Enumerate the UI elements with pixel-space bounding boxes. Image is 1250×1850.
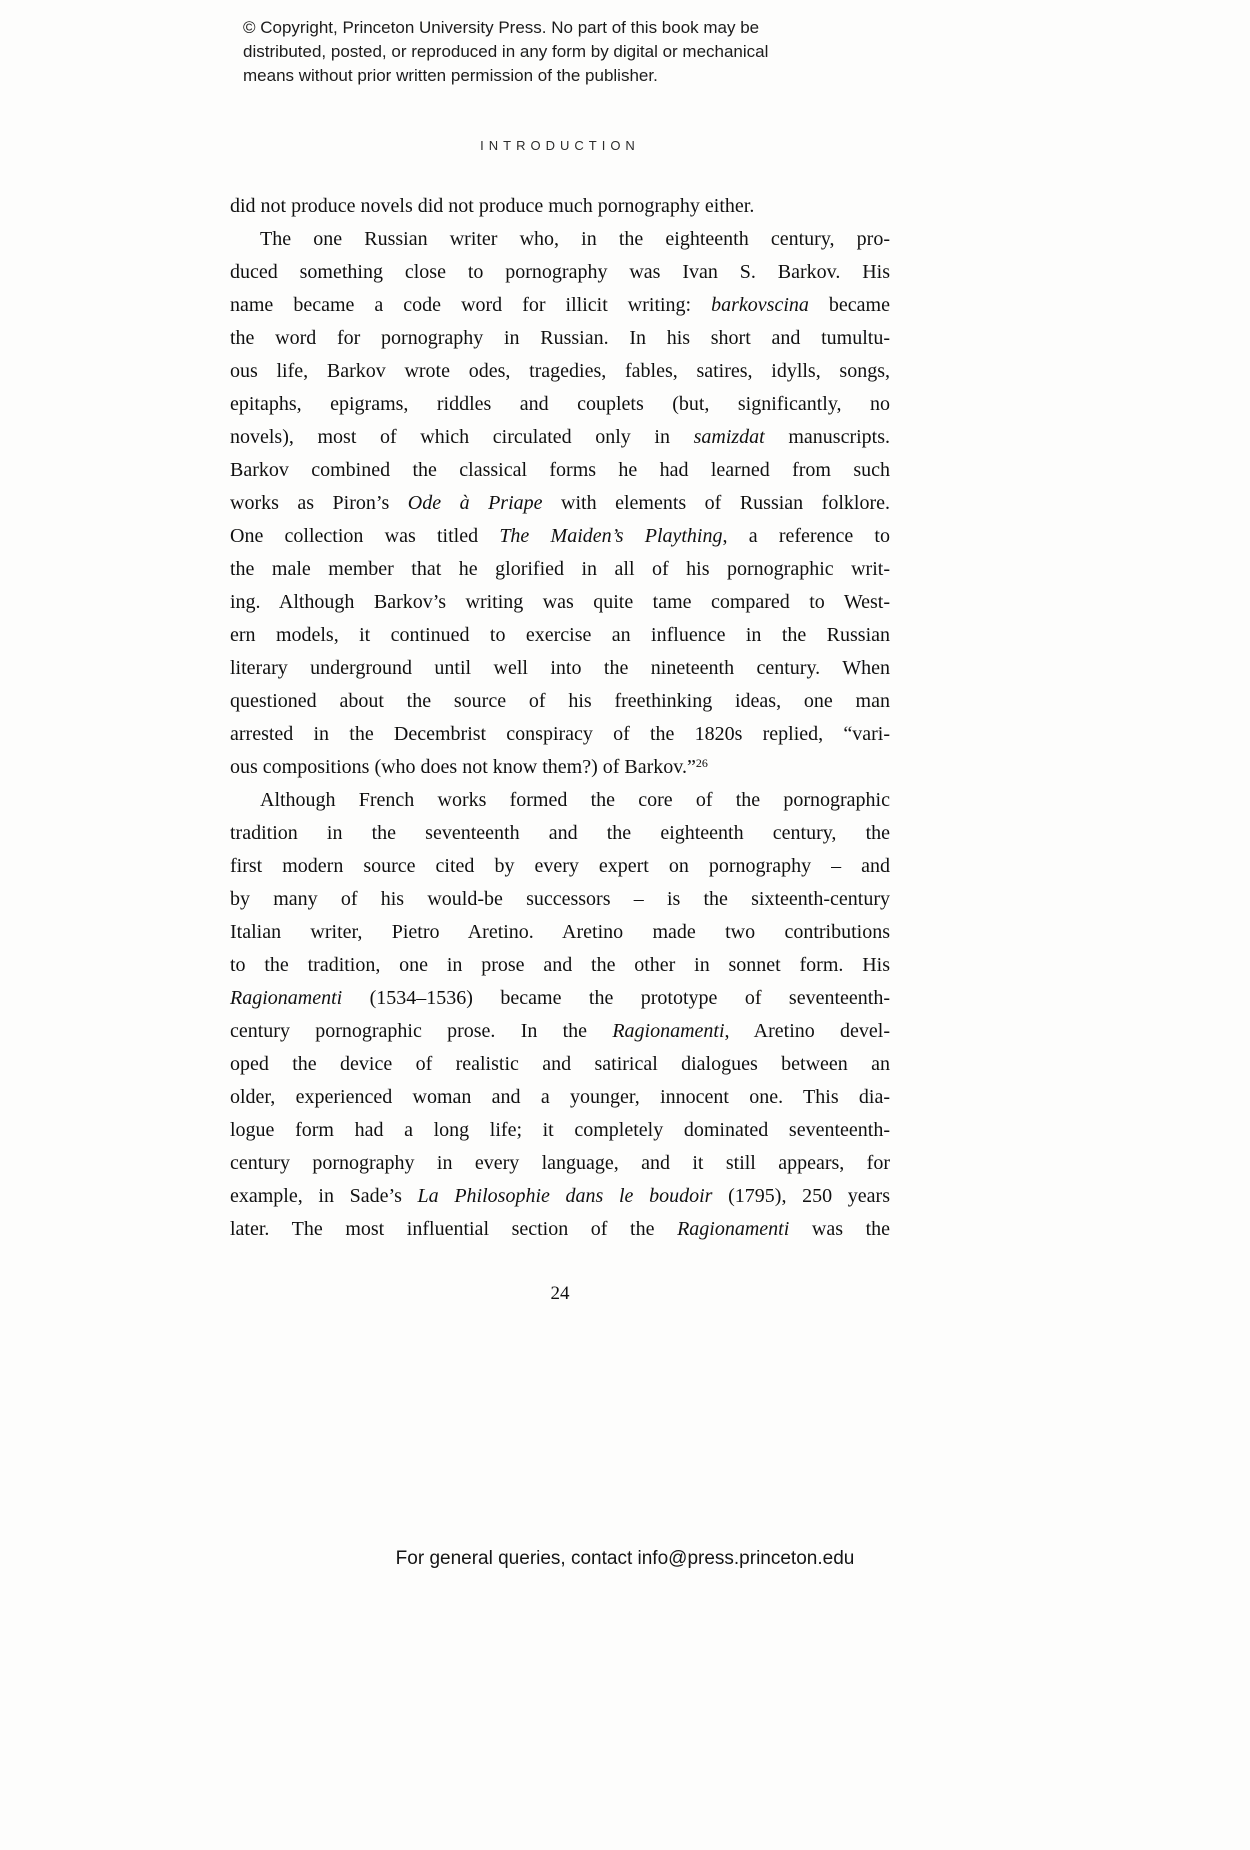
- italic-text: samizdat: [693, 426, 765, 448]
- text-line: [230, 256, 890, 289]
- section-header: INTRODUCTION: [480, 138, 640, 153]
- text-line: [230, 289, 890, 322]
- text-segment: did not produce novels did not produce much pornography either.: [230, 195, 755, 217]
- text-line: [230, 817, 890, 850]
- text-segment: century pornography in every language, and it still appears, for: [230, 1152, 890, 1174]
- text-line: [230, 1081, 890, 1114]
- text-line: [230, 619, 890, 652]
- italic-text: Ragionamenti: [230, 987, 343, 1009]
- text-segment: Although French works formed the core of the pornographic: [260, 789, 890, 811]
- text-segment: (1534–1536) became the prototype of seventeenth-: [342, 987, 890, 1009]
- text-segment: epitaphs, epigrams, riddles and couplets (but, significantly, no: [230, 393, 890, 415]
- text-line: [230, 784, 890, 817]
- text-line: [230, 553, 890, 586]
- text-segment: works as Piron’s: [230, 492, 408, 514]
- body-text: [230, 190, 890, 1246]
- text-segment: literary underground until well into the nineteenth century. When: [230, 657, 890, 679]
- text-segment: questioned about the source of his freethinking ideas, one man: [230, 690, 890, 712]
- text-line: [230, 1213, 890, 1246]
- text-segment: logue form had a long life; it completely dominated seventeenth-: [230, 1119, 890, 1141]
- text-line: [230, 1048, 890, 1081]
- text-segment: older, experienced woman and a younger, innocent one. This dia-: [230, 1086, 890, 1108]
- copyright-notice: [243, 16, 843, 88]
- text-segment: ern models, it continued to exercise an influence in the Russian: [230, 624, 890, 646]
- text-line: [230, 685, 890, 718]
- text-segment: example, in Sade’s: [230, 1185, 418, 1207]
- italic-text: barkovscina: [711, 294, 809, 316]
- text-segment: The one Russian writer who, in the eighteenth century, pro-: [260, 228, 890, 250]
- paragraph: [230, 190, 890, 223]
- text-line: [230, 883, 890, 916]
- text-segment: (1795), 250 years: [712, 1185, 890, 1207]
- text-segment: novels), most of which circulated only in: [230, 426, 694, 448]
- text-segment: arrested in the Decembrist conspiracy of the 1820s replied, “vari-: [230, 723, 890, 745]
- text-segment: tradition in the seventeenth and the eighteenth century, the: [230, 822, 890, 844]
- text-line: [230, 1147, 890, 1180]
- italic-text: Ode à Priape: [407, 492, 543, 514]
- text-line: [230, 190, 890, 223]
- text-line: [230, 982, 890, 1015]
- text-line: [230, 1114, 890, 1147]
- text-segment: ous life, Barkov wrote odes, tragedies, fables, satires, idylls, songs,: [230, 360, 890, 382]
- copyright-line: means without prior written permission of the publisher.: [243, 66, 658, 85]
- text-line: [230, 520, 890, 553]
- text-line: [230, 586, 890, 619]
- text-segment: by many of his would-be successors – is the sixteenth-century: [230, 888, 890, 910]
- text-segment: the male member that he glorified in all of his pornographic writ-: [230, 558, 890, 580]
- text-line: [230, 850, 890, 883]
- text-line: [230, 1015, 890, 1048]
- copyright-line: distributed, posted, or reproduced in any form by digital or mechanical: [243, 42, 769, 61]
- text-line: [230, 223, 890, 256]
- text-line: [230, 652, 890, 685]
- text-segment: , a reference to: [722, 525, 890, 547]
- text-line: [230, 355, 890, 388]
- text-line: [230, 388, 890, 421]
- text-segment: the word for pornography in Russian. In his short and tumultu-: [230, 327, 890, 349]
- text-segment: later. The most influential section of the: [230, 1218, 678, 1240]
- footer-contact: For general queries, contact info@press.princeton.edu: [395, 1548, 855, 1569]
- text-line: [230, 322, 890, 355]
- text-line: [230, 454, 890, 487]
- text-segment: manuscripts.: [764, 426, 891, 448]
- text-segment: to the tradition, one in prose and the other in sonnet form. His: [230, 954, 890, 976]
- text-segment: Barkov combined the classical forms he had learned from such: [230, 459, 890, 481]
- text-line: [230, 916, 890, 949]
- italic-text: Ragionamenti: [612, 1020, 725, 1042]
- text-line: [230, 487, 890, 520]
- text-segment: Italian writer, Pietro Aretino. Aretino made two contributions: [230, 921, 890, 943]
- page-number: 24: [550, 1283, 570, 1304]
- text-line: [230, 421, 890, 454]
- text-segment: duced something close to pornography was Ivan S. Barkov. His: [230, 261, 890, 283]
- text-segment: became: [808, 294, 890, 316]
- footnote-ref: 26: [695, 756, 708, 770]
- text-line: [230, 949, 890, 982]
- text-line: [230, 718, 890, 751]
- italic-text: La Philosophie dans le boudoir: [417, 1185, 713, 1207]
- text-segment: name became a code word for illicit writing:: [230, 294, 712, 316]
- text-segment: One collection was titled: [230, 525, 500, 547]
- text-segment: century pornographic prose. In the: [230, 1020, 613, 1042]
- text-line: [230, 751, 890, 784]
- text-segment: was the: [789, 1218, 890, 1240]
- paragraph: [230, 784, 890, 1246]
- text-segment: with elements of Russian folklore.: [542, 492, 890, 514]
- paragraph: [230, 223, 890, 784]
- text-segment: ous compositions (who does not know them?) of Barkov.”: [230, 756, 696, 778]
- italic-text: Ragionamenti: [677, 1218, 790, 1240]
- copyright-line: © Copyright, Princeton University Press. No part of this book may be: [243, 18, 760, 37]
- text-segment: ing. Although Barkov’s writing was quite tame compared to West-: [230, 591, 890, 613]
- text-segment: oped the device of realistic and satirical dialogues between an: [230, 1053, 890, 1075]
- text-line: [230, 1180, 890, 1213]
- text-segment: , Aretino devel-: [724, 1020, 891, 1042]
- text-segment: first modern source cited by every expert on pornography – and: [230, 855, 890, 877]
- italic-text: The Maiden’s Plaything: [499, 525, 723, 547]
